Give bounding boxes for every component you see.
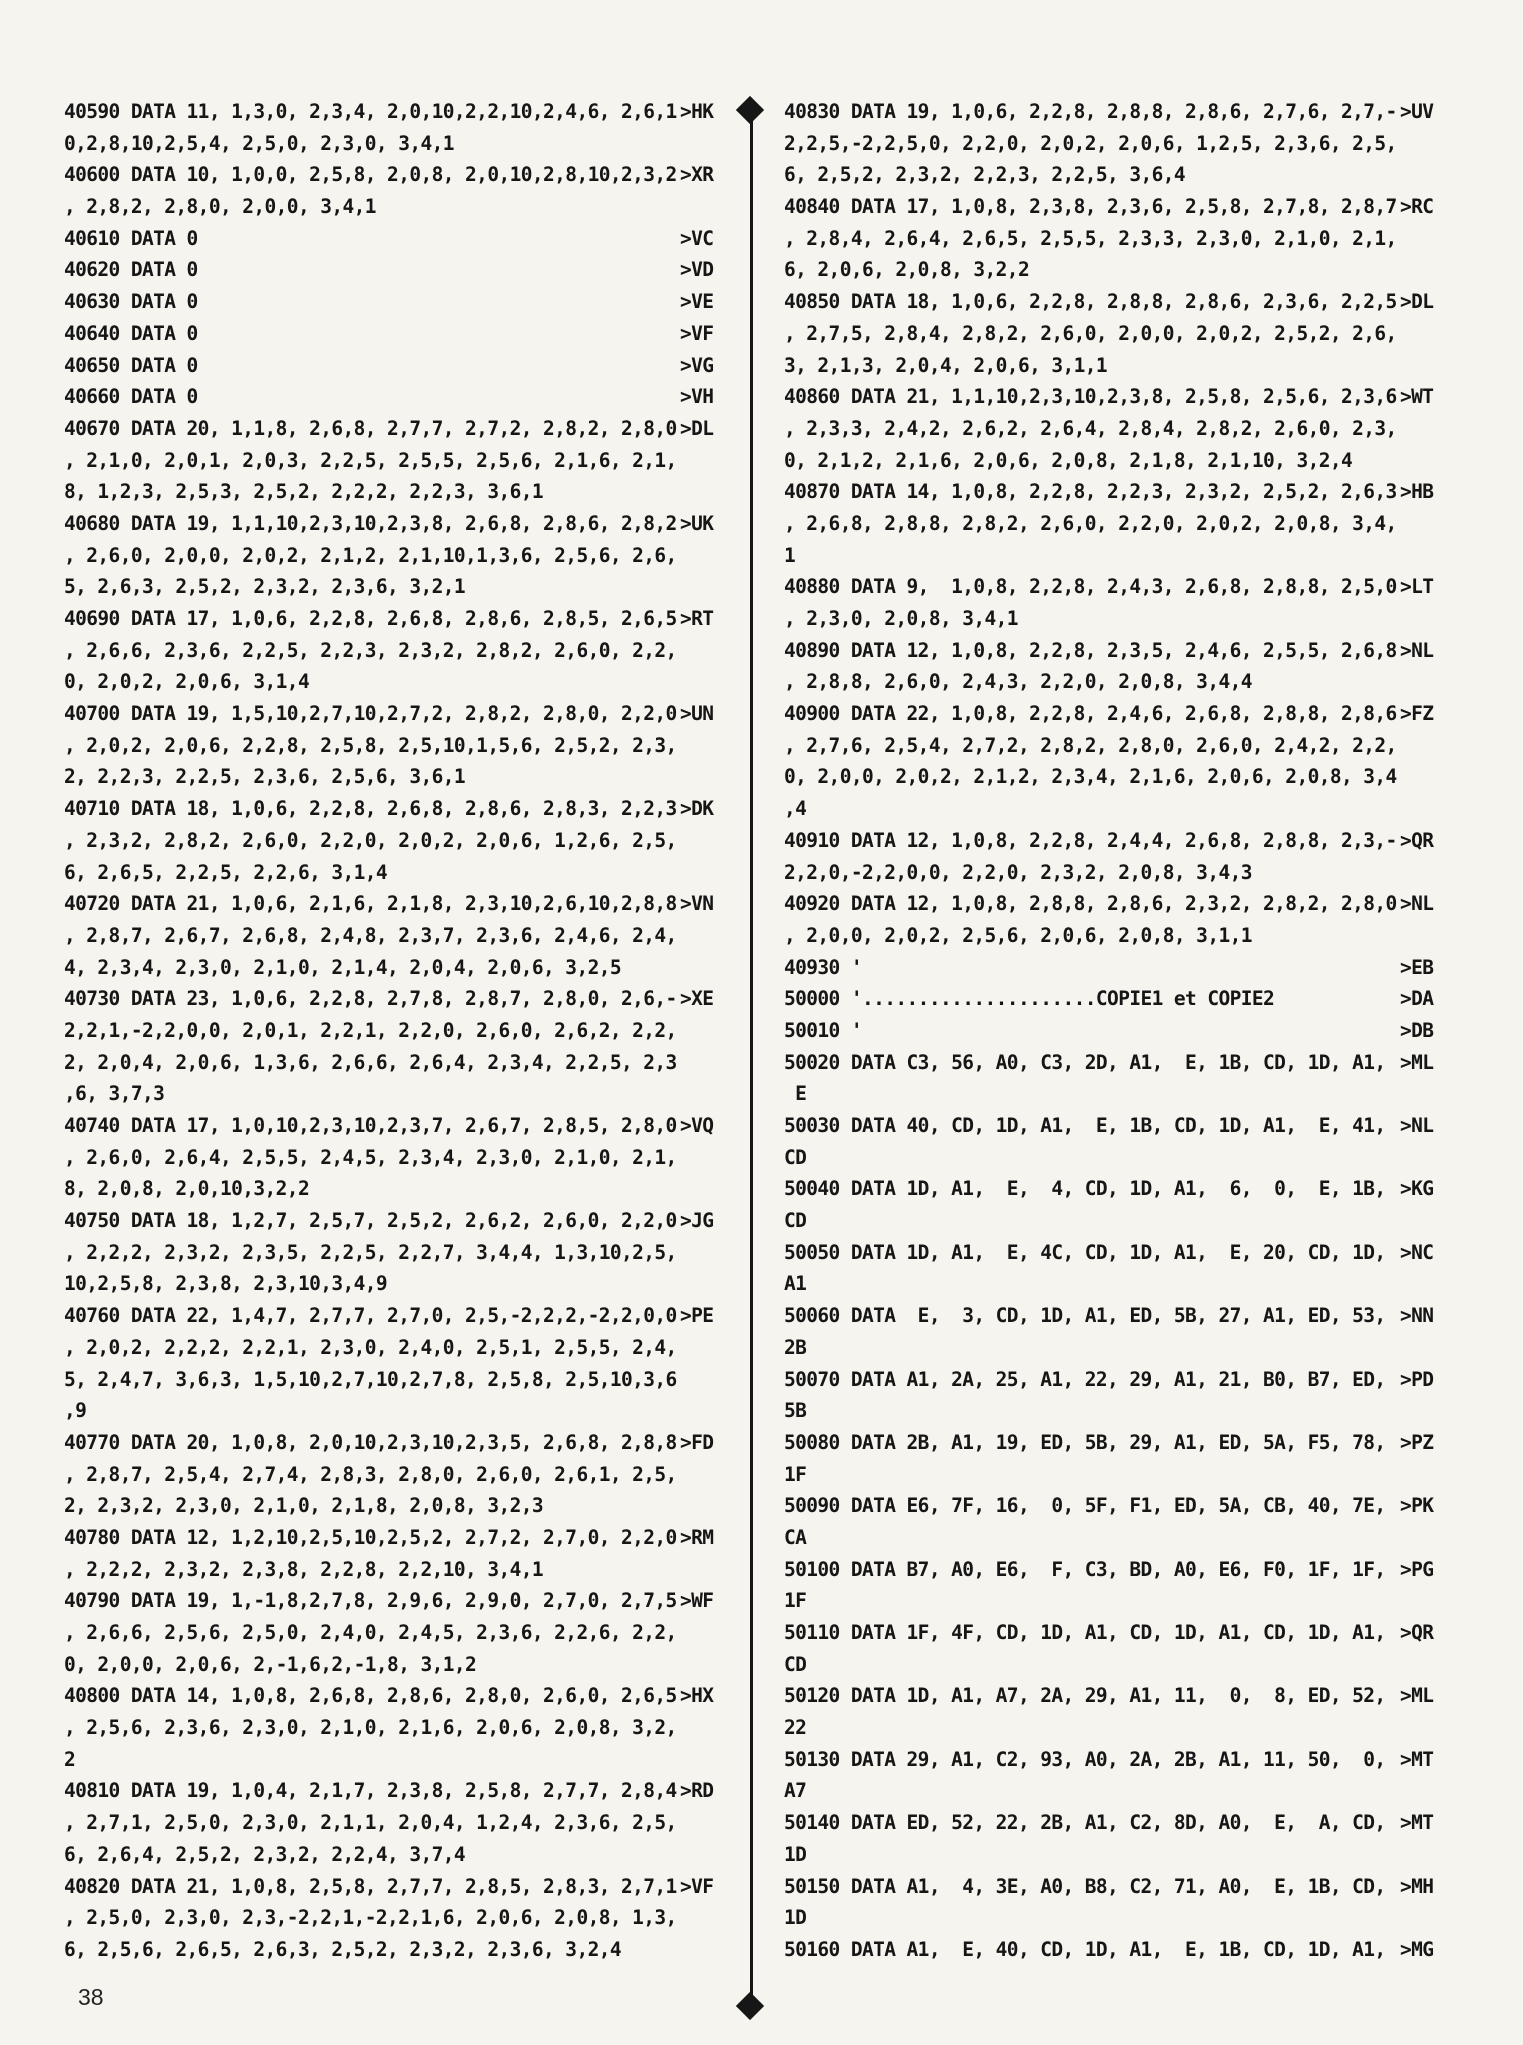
listing-line — [784, 1237, 1444, 1269]
listing-line — [784, 1839, 1444, 1871]
listing-line-text: 1F — [784, 1589, 807, 1613]
listing-line — [64, 1300, 724, 1332]
listing-line — [784, 857, 1444, 889]
listing-line-text: 0,2,8,10,2,5,4, 2,5,0, 2,3,0, 3,4,1 — [64, 131, 454, 155]
listing-line — [784, 730, 1444, 762]
listing-line-text: , 2,5,0, 2,3,0, 2,3,-2,2,1,-2,2,1,6, 2,0,6, 2,0,8, 1,3, — [64, 1906, 677, 1930]
listing-checksum: >QR — [1400, 1621, 1434, 1644]
listing-line — [64, 1522, 724, 1554]
listing-checksum: >UK — [680, 511, 714, 535]
listing-line-text: , 2,6,0, 2,6,4, 2,5,5, 2,4,5, 2,3,4, 2,3,0, 2,1,0, 2,1, — [64, 1145, 677, 1169]
listing-checksum: >XE — [680, 987, 714, 1011]
listing-line — [784, 350, 1444, 382]
listing-line-text: 40800 DATA 14, 1,0,8, 2,6,8, 2,8,6, 2,8,0, 2,6,0, 2,6,5 — [64, 1684, 677, 1708]
listing-line-text: 50040 DATA 1D, A1, E, 4, CD, 1D, A1, 6, 0, E, 1B, — [784, 1177, 1386, 1201]
listing-checksum: >RM — [680, 1525, 714, 1549]
listing-line — [64, 571, 724, 603]
listing-line-text: 2, 2,3,2, 2,3,0, 2,1,0, 2,1,8, 2,0,8, 3,2,3 — [64, 1494, 544, 1518]
listing-checksum: >VQ — [680, 1114, 714, 1137]
listing-line-text: 6, 2,6,4, 2,5,2, 2,3,2, 2,2,4, 3,7,4 — [64, 1842, 466, 1866]
divider-top-diamond-icon — [736, 96, 764, 124]
listing-line-text: , 2,6,6, 2,3,6, 2,2,5, 2,2,3, 2,3,2, 2,8,2, 2,6,0, 2,2, — [64, 638, 677, 662]
listing-line-text: 40750 DATA 18, 1,2,7, 2,5,7, 2,5,2, 2,6,2, 2,6,0, 2,2,0 — [64, 1209, 677, 1233]
listing-line-text: ,9 — [64, 1399, 87, 1423]
listing-line-text: 50070 DATA A1, 2A, 25, A1, 22, 29, A1, 21, B0, B7, ED, — [784, 1367, 1386, 1391]
listing-line-text: , 2,8,2, 2,8,0, 2,0,0, 3,4,1 — [64, 195, 376, 219]
listing-checksum: >DA — [1400, 987, 1434, 1011]
listing-checksum: >WF — [680, 1589, 714, 1613]
listing-line-text: 50110 DATA 1F, 4F, CD, 1D, A1, CD, 1D, A1, CD, 1D, A1, — [784, 1621, 1386, 1644]
listing-line — [64, 1427, 724, 1459]
listing-line — [784, 1332, 1444, 1364]
listing-line — [784, 1205, 1444, 1237]
listing-line — [784, 445, 1444, 477]
listing-line-text: 0, 2,0,0, 2,0,2, 2,1,2, 2,3,4, 2,1,6, 2,0,6, 2,0,8, 3,4 — [784, 765, 1397, 789]
listing-checksum: >VN — [680, 892, 714, 916]
listing-line-text: 50130 DATA 29, A1, C2, 93, A0, 2A, 2B, A1, 11, 50, 0, — [784, 1747, 1386, 1771]
listing-line — [64, 825, 724, 857]
listing-line-text: , 2,6,8, 2,8,8, 2,8,2, 2,6,0, 2,2,0, 2,0,2, 2,0,8, 3,4, — [784, 511, 1397, 535]
listing-line — [784, 1871, 1444, 1903]
listing-line-text: 10,2,5,8, 2,3,8, 2,3,10,3,4,9 — [64, 1272, 388, 1296]
listing-line — [784, 318, 1444, 350]
listing-line-text: 0, 2,0,0, 2,0,6, 2,-1,6,2,-1,8, 3,1,2 — [64, 1652, 477, 1676]
listing-line — [784, 128, 1444, 160]
listing-line-text: , 2,8,4, 2,6,4, 2,6,5, 2,5,5, 2,3,3, 2,3,0, 2,1,0, 2,1, — [784, 226, 1397, 250]
listing-checksum: >DB — [1400, 1018, 1434, 1042]
listing-checksum: >NN — [1400, 1304, 1434, 1328]
listing-line — [784, 666, 1444, 698]
listing-line — [784, 1110, 1444, 1142]
listing-line — [784, 413, 1444, 445]
listing-line — [64, 1934, 724, 1966]
listing-checksum: >VF — [680, 321, 714, 345]
listing-line-text: 40770 DATA 20, 1,0,8, 2,0,10,2,3,10,2,3,5, 2,6,8, 2,8,8 — [64, 1430, 677, 1454]
listing-line — [64, 540, 724, 572]
listing-line — [784, 888, 1444, 920]
listing-line — [64, 350, 724, 382]
listing-line — [784, 1268, 1444, 1300]
listing-checksum: >PG — [1400, 1557, 1434, 1581]
listing-line — [784, 540, 1444, 572]
listing-line — [784, 1775, 1444, 1807]
listing-line — [64, 983, 724, 1015]
listing-line — [64, 1047, 724, 1079]
listing-checksum: >VG — [680, 353, 714, 377]
listing-checksum: >PZ — [1400, 1430, 1434, 1454]
listing-checksum: >DK — [680, 797, 714, 821]
listing-line — [64, 857, 724, 889]
listing-line — [784, 1680, 1444, 1712]
listing-checksum: >VD — [680, 258, 714, 282]
listing-line-text: CD — [784, 1145, 807, 1169]
listing-checksum: >EB — [1400, 955, 1434, 979]
listing-line — [64, 96, 724, 128]
listing-checksum: >PE — [680, 1304, 714, 1328]
listing-line-text: 50030 DATA 40, CD, 1D, A1, E, 1B, CD, 1D, A1, E, 41, — [784, 1114, 1386, 1137]
listing-line-text: , 2,6,6, 2,5,6, 2,5,0, 2,4,0, 2,4,5, 2,3,6, 2,2,6, 2,2, — [64, 1621, 677, 1644]
listing-line — [784, 254, 1444, 286]
listing-line — [784, 1902, 1444, 1934]
listing-line-text: 6, 2,6,5, 2,2,5, 2,2,6, 3,1,4 — [64, 860, 388, 884]
listing-line — [64, 698, 724, 730]
listing-line-text: 2,2,5,-2,2,5,0, 2,2,0, 2,0,2, 2,0,6, 1,2,5, 2,3,6, 2,5, — [784, 131, 1397, 155]
listing-checksum: >ML — [1400, 1684, 1434, 1708]
listing-line-text: 2, 2,2,3, 2,2,5, 2,3,6, 2,5,6, 3,6,1 — [64, 765, 466, 789]
listing-line-text: 1D — [784, 1842, 807, 1866]
listing-line-text: , 2,5,6, 2,3,6, 2,3,0, 2,1,0, 2,1,6, 2,0,6, 2,0,8, 3,2, — [64, 1716, 677, 1740]
listing-line-text: 50060 DATA E, 3, CD, 1D, A1, ED, 5B, 27, A1, ED, 53, — [784, 1304, 1386, 1328]
listing-checksum: >NL — [1400, 1114, 1434, 1137]
listing-line — [64, 191, 724, 223]
listing-line — [784, 286, 1444, 318]
listing-line-text: , 2,2,2, 2,3,2, 2,3,5, 2,2,5, 2,2,7, 3,4,4, 1,3,10,2,5, — [64, 1240, 677, 1264]
listing-line-text: 40720 DATA 21, 1,0,6, 2,1,6, 2,1,8, 2,3,10,2,6,10,2,8,8 — [64, 892, 677, 916]
listing-line — [64, 286, 724, 318]
listing-line — [64, 381, 724, 413]
listing-line-text: 3, 2,1,3, 2,0,4, 2,0,6, 3,1,1 — [784, 353, 1108, 377]
listing-checksum: >UN — [680, 702, 714, 726]
listing-checksum: >VF — [680, 1874, 714, 1898]
listing-line-text: 6, 2,5,6, 2,6,5, 2,6,3, 2,5,2, 2,3,2, 2,3,6, 3,2,4 — [64, 1937, 621, 1961]
listing-line-text: 5, 2,4,7, 3,6,3, 1,5,10,2,7,10,2,7,8, 2,5,8, 2,5,10,3,6 — [64, 1367, 677, 1391]
listing-line — [784, 1522, 1444, 1554]
listing-line — [64, 413, 724, 445]
listing-line — [784, 1712, 1444, 1744]
listing-line-text: , 2,8,8, 2,6,0, 2,4,3, 2,2,0, 2,0,8, 3,4,4 — [784, 670, 1252, 694]
listing-checksum: >MT — [1400, 1747, 1434, 1771]
listing-line — [784, 1142, 1444, 1174]
listing-line-text: , 2,7,6, 2,5,4, 2,7,2, 2,8,2, 2,8,0, 2,6,0, 2,4,2, 2,2, — [784, 733, 1397, 757]
listing-line — [784, 952, 1444, 984]
listing-checksum: >RD — [680, 1779, 714, 1803]
listing-line — [784, 1649, 1444, 1681]
listing-line — [784, 635, 1444, 667]
listing-line-text: 50160 DATA A1, E, 40, CD, 1D, A1, E, 1B, CD, 1D, A1, — [784, 1937, 1386, 1961]
listing-line-text: , 2,1,0, 2,0,1, 2,0,3, 2,2,5, 2,5,5, 2,5,6, 2,1,6, 2,1, — [64, 448, 677, 472]
listing-line-text: 40780 DATA 12, 1,2,10,2,5,10,2,5,2, 2,7,2, 2,7,0, 2,2,0 — [64, 1525, 677, 1549]
listing-line-text: 0, 2,0,2, 2,0,6, 3,1,4 — [64, 670, 310, 694]
listing-line-text: , 2,3,2, 2,8,2, 2,6,0, 2,2,0, 2,0,2, 2,0,6, 1,2,6, 2,5, — [64, 828, 677, 852]
listing-line — [64, 1395, 724, 1427]
listing-line — [64, 920, 724, 952]
listing-line-text: , 2,0,0, 2,0,2, 2,5,6, 2,0,6, 2,0,8, 3,1,1 — [784, 923, 1252, 947]
listing-checksum: >KG — [1400, 1177, 1434, 1201]
listing-line-text: 40930 ' — [784, 955, 862, 979]
listing-line-text: 4, 2,3,4, 2,3,0, 2,1,0, 2,1,4, 2,0,4, 2,0,6, 3,2,5 — [64, 955, 621, 979]
listing-line — [64, 1015, 724, 1047]
listing-line — [784, 1427, 1444, 1459]
listing-line-text: 40610 DATA 0 — [64, 226, 198, 250]
listing-line-text: 40590 DATA 11, 1,3,0, 2,3,4, 2,0,10,2,2,10,2,4,6, 2,6,1 — [64, 100, 677, 123]
listing-checksum: >LT — [1400, 575, 1434, 599]
listing-line — [784, 1047, 1444, 1079]
listing-line-text: E — [784, 1082, 807, 1106]
listing-line — [64, 476, 724, 508]
listing-line — [784, 571, 1444, 603]
listing-checksum: >HK — [680, 100, 714, 123]
listing-line — [64, 666, 724, 698]
listing-line — [784, 96, 1444, 128]
listing-line-text: , 2,8,7, 2,6,7, 2,6,8, 2,4,8, 2,3,7, 2,3,6, 2,4,6, 2,4, — [64, 923, 677, 947]
listing-line — [784, 381, 1444, 413]
listing-line-text: 1F — [784, 1462, 807, 1486]
listing-line-text: 50120 DATA 1D, A1, A7, 2A, 29, A1, 11, 0, 8, ED, 52, — [784, 1684, 1386, 1708]
listing-line-text: 40860 DATA 21, 1,1,10,2,3,10,2,3,8, 2,5,8, 2,5,6, 2,3,6 — [784, 385, 1397, 409]
listing-line-text: 50100 DATA B7, A0, E6, F, C3, BD, A0, E6, F0, 1F, 1F, — [784, 1557, 1386, 1581]
listing-line-text: 50010 ' — [784, 1018, 862, 1042]
listing-line — [64, 445, 724, 477]
listing-line — [784, 1078, 1444, 1110]
listing-line-text: 50140 DATA ED, 52, 22, 2B, A1, C2, 8D, A0, E, A, CD, — [784, 1811, 1386, 1835]
listing-checksum: >FD — [680, 1430, 714, 1454]
listing-line-text: 40740 DATA 17, 1,0,10,2,3,10,2,3,7, 2,6,7, 2,8,5, 2,8,0 — [64, 1114, 677, 1137]
listing-checksum: >DL — [1400, 290, 1434, 314]
listing-line-text: , 2,0,2, 2,0,6, 2,2,8, 2,5,8, 2,5,10,1,5,6, 2,5,2, 2,3, — [64, 733, 677, 757]
listing-line — [64, 603, 724, 635]
listing-line — [784, 920, 1444, 952]
listing-line — [784, 1459, 1444, 1491]
listing-line-text: , 2,3,3, 2,4,2, 2,6,2, 2,6,4, 2,8,4, 2,8,2, 2,6,0, 2,3, — [784, 416, 1397, 440]
listing-line — [64, 1807, 724, 1839]
listing-line-text: 50000 '.....................COPIE1 et COPIE2 — [784, 987, 1275, 1011]
listing-line — [64, 1205, 724, 1237]
listing-line-text: 40820 DATA 21, 1,0,8, 2,5,8, 2,7,7, 2,8,5, 2,8,3, 2,7,1 — [64, 1874, 677, 1898]
listing-line-text: 5B — [784, 1399, 807, 1423]
listing-line-text: 50050 DATA 1D, A1, E, 4C, CD, 1D, A1, E, 20, CD, 1D, — [784, 1240, 1386, 1264]
column-divider — [750, 112, 753, 2007]
listing-line — [64, 1680, 724, 1712]
listing-checksum: >HB — [1400, 480, 1434, 504]
listing-checksum: >MG — [1400, 1937, 1434, 1961]
listing-line — [784, 1490, 1444, 1522]
listing-line — [784, 1617, 1444, 1649]
listing-line-text: 2,2,0,-2,2,0,0, 2,2,0, 2,3,2, 2,0,8, 3,4,3 — [784, 860, 1252, 884]
listing-line-text: 40620 DATA 0 — [64, 258, 198, 282]
listing-line-text: , 2,8,7, 2,5,4, 2,7,4, 2,8,3, 2,8,0, 2,6,0, 2,6,1, 2,5, — [64, 1462, 677, 1486]
listing-line — [784, 761, 1444, 793]
listing-checksum: >VH — [680, 385, 714, 409]
listing-line-text: 40790 DATA 19, 1,-1,8,2,7,8, 2,9,6, 2,9,0, 2,7,0, 2,7,5 — [64, 1589, 677, 1613]
listing-line — [64, 1459, 724, 1491]
listing-line-text: 22 — [784, 1716, 807, 1740]
listing-line — [64, 1490, 724, 1522]
listing-line — [784, 508, 1444, 540]
listing-line-text: 40840 DATA 17, 1,0,8, 2,3,8, 2,3,6, 2,5,8, 2,7,8, 2,8,7 — [784, 195, 1397, 219]
listing-line — [784, 1015, 1444, 1047]
listing-line-text: 50090 DATA E6, 7F, 16, 0, 5F, F1, ED, 5A, CB, 40, 7E, — [784, 1494, 1386, 1518]
page-number: 38 — [78, 1984, 104, 2010]
listing-line — [784, 825, 1444, 857]
listing-checksum: >RC — [1400, 195, 1434, 219]
listing-checksum: >DL — [680, 416, 714, 440]
listing-line-text: 2,2,1,-2,2,0,0, 2,0,1, 2,2,1, 2,2,0, 2,6,0, 2,6,2, 2,2, — [64, 1018, 677, 1042]
listing-line-text: 40810 DATA 19, 1,0,4, 2,1,7, 2,3,8, 2,5,8, 2,7,7, 2,8,4 — [64, 1779, 677, 1803]
listing-line — [64, 1237, 724, 1269]
listing-line-text: 40870 DATA 14, 1,0,8, 2,2,8, 2,2,3, 2,3,2, 2,5,2, 2,6,3 — [784, 480, 1397, 504]
listing-line-text: 1 — [784, 543, 796, 567]
listing-line — [64, 223, 724, 255]
listing-checksum: >JG — [680, 1209, 714, 1233]
listing-line-text: 40920 DATA 12, 1,0,8, 2,8,8, 2,8,6, 2,3,2, 2,8,2, 2,8,0 — [784, 892, 1397, 916]
listing-checksum: >MH — [1400, 1874, 1434, 1898]
listing-line-text: 40700 DATA 19, 1,5,10,2,7,10,2,7,2, 2,8,2, 2,8,0, 2,2,0 — [64, 702, 677, 726]
listing-line-text: 2B — [784, 1335, 807, 1359]
listing-line-text: 40690 DATA 17, 1,0,6, 2,2,8, 2,6,8, 2,8,6, 2,8,5, 2,6,5 — [64, 607, 677, 630]
listing-line — [784, 191, 1444, 223]
listing-line — [64, 761, 724, 793]
listing-line — [64, 1649, 724, 1681]
listing-line — [784, 983, 1444, 1015]
listing-checksum: >NC — [1400, 1240, 1434, 1264]
divider-bottom-diamond-icon — [736, 1992, 764, 2020]
listing-checksum: >ML — [1400, 1050, 1434, 1074]
listing-line-text: A7 — [784, 1779, 807, 1803]
listing-checksum: >MT — [1400, 1811, 1434, 1835]
listing-line — [64, 1332, 724, 1364]
listing-line-text: 50020 DATA C3, 56, A0, C3, 2D, A1, E, 1B, CD, 1D, A1, — [784, 1050, 1386, 1074]
listing-line-text: 40760 DATA 22, 1,4,7, 2,7,7, 2,7,0, 2,5,-2,2,2,-2,2,0,0 — [64, 1304, 677, 1328]
listing-line-text: 6, 2,0,6, 2,0,8, 3,2,2 — [784, 258, 1030, 282]
listing-line — [784, 698, 1444, 730]
listing-checksum: >HX — [680, 1684, 714, 1708]
listing-checksum: >WT — [1400, 385, 1434, 409]
listing-line-text: 8, 2,0,8, 2,0,10,3,2,2 — [64, 1177, 310, 1201]
listing-line-text: 40710 DATA 18, 1,0,6, 2,2,8, 2,6,8, 2,8,6, 2,8,3, 2,2,3 — [64, 797, 677, 821]
listing-checksum: >VE — [680, 290, 714, 314]
listing-line-text: 40910 DATA 12, 1,0,8, 2,2,8, 2,4,4, 2,6,8, 2,8,8, 2,3,- — [784, 828, 1397, 852]
listing-line — [784, 603, 1444, 635]
listing-line — [64, 254, 724, 286]
listing-line — [784, 1585, 1444, 1617]
listing-line — [64, 1268, 724, 1300]
listing-line — [784, 1395, 1444, 1427]
listing-line-text: CD — [784, 1209, 807, 1233]
listing-line — [64, 159, 724, 191]
listing-line-text: 40670 DATA 20, 1,1,8, 2,6,8, 2,7,7, 2,7,2, 2,8,2, 2,8,0 — [64, 416, 677, 440]
listing-line — [64, 508, 724, 540]
listing-line — [64, 1142, 724, 1174]
listing-line-text: 2 — [64, 1747, 76, 1771]
listing-line — [784, 1300, 1444, 1332]
listing-line-text: , 2,7,5, 2,8,4, 2,8,2, 2,6,0, 2,0,0, 2,0,2, 2,5,2, 2,6, — [784, 321, 1397, 345]
listing-line — [784, 1364, 1444, 1396]
listing-checksum: >RT — [680, 607, 714, 630]
listing-line — [784, 793, 1444, 825]
listing-line — [784, 1744, 1444, 1776]
listing-checksum: >QR — [1400, 828, 1434, 852]
listing-line-text: 40630 DATA 0 — [64, 290, 198, 314]
listing-line-text: , 2,7,1, 2,5,0, 2,3,0, 2,1,1, 2,0,4, 1,2,4, 2,3,6, 2,5, — [64, 1811, 677, 1835]
listing-line — [64, 1078, 724, 1110]
listing-line-text: , 2,3,0, 2,0,8, 3,4,1 — [784, 607, 1018, 630]
listing-line — [64, 1902, 724, 1934]
listing-checksum: >UV — [1400, 100, 1434, 123]
listing-line-text: 40730 DATA 23, 1,0,6, 2,2,8, 2,7,8, 2,8,7, 2,8,0, 2,6,- — [64, 987, 677, 1011]
listing-line — [64, 1871, 724, 1903]
listing-line-text: 40680 DATA 19, 1,1,10,2,3,10,2,3,8, 2,6,8, 2,8,6, 2,8,2 — [64, 511, 677, 535]
listing-line — [64, 1110, 724, 1142]
listing-line-text: 50080 DATA 2B, A1, 19, ED, 5B, 29, A1, ED, 5A, F5, 78, — [784, 1430, 1386, 1454]
listing-line-text: 5, 2,6,3, 2,5,2, 2,3,2, 2,3,6, 3,2,1 — [64, 575, 466, 599]
listing-line-text: , 2,0,2, 2,2,2, 2,2,1, 2,3,0, 2,4,0, 2,5,1, 2,5,5, 2,4, — [64, 1335, 677, 1359]
listing-line — [64, 635, 724, 667]
listing-line-text: 8, 1,2,3, 2,5,3, 2,5,2, 2,2,2, 2,2,3, 3,6,1 — [64, 480, 544, 504]
listing-checksum: >XR — [680, 163, 714, 187]
listing-line-text: ,6, 3,7,3 — [64, 1082, 165, 1106]
listing-checksum: >NL — [1400, 638, 1434, 662]
listing-line-text: CA — [784, 1525, 807, 1549]
listing-checksum: >NL — [1400, 892, 1434, 916]
listing-line-text: 40880 DATA 9, 1,0,8, 2,2,8, 2,4,3, 2,6,8, 2,8,8, 2,5,0 — [784, 575, 1397, 599]
listing-line-text: 0, 2,1,2, 2,1,6, 2,0,6, 2,0,8, 2,1,8, 2,1,10, 3,2,4 — [784, 448, 1353, 472]
listing-line-text: 40890 DATA 12, 1,0,8, 2,2,8, 2,3,5, 2,4,6, 2,5,5, 2,6,8 — [784, 638, 1397, 662]
listing-line — [64, 1775, 724, 1807]
listing-line-text: 50150 DATA A1, 4, 3E, A0, B8, C2, 71, A0, E, 1B, CD, — [784, 1874, 1386, 1898]
listing-checksum: >VC — [680, 226, 714, 250]
listing-line-text: , 2,6,0, 2,0,0, 2,0,2, 2,1,2, 2,1,10,1,3,6, 2,5,6, 2,6, — [64, 543, 677, 567]
listing-line-text: 1D — [784, 1906, 807, 1930]
listing-line-text: 40900 DATA 22, 1,0,8, 2,2,8, 2,4,6, 2,6,8, 2,8,8, 2,8,6 — [784, 702, 1397, 726]
listing-right-column — [784, 96, 1444, 1966]
listing-checksum: >PK — [1400, 1494, 1434, 1518]
listing-line — [64, 952, 724, 984]
listing-line — [64, 128, 724, 160]
listing-line — [64, 1585, 724, 1617]
listing-line-text: 40600 DATA 10, 1,0,0, 2,5,8, 2,0,8, 2,0,10,2,8,10,2,3,2 — [64, 163, 677, 187]
listing-checksum: >FZ — [1400, 702, 1434, 726]
listing-line — [64, 1554, 724, 1586]
listing-line — [64, 1839, 724, 1871]
listing-line — [784, 476, 1444, 508]
listing-line — [64, 888, 724, 920]
listing-line — [784, 223, 1444, 255]
listing-line — [784, 1807, 1444, 1839]
listing-checksum: >PD — [1400, 1367, 1434, 1391]
listing-line — [64, 793, 724, 825]
listing-line-text: , 2,2,2, 2,3,2, 2,3,8, 2,2,8, 2,2,10, 3,4,1 — [64, 1557, 544, 1581]
listing-line-text: 40650 DATA 0 — [64, 353, 198, 377]
listing-line-text: 2, 2,0,4, 2,0,6, 1,3,6, 2,6,6, 2,6,4, 2,3,4, 2,2,5, 2,3 — [64, 1050, 677, 1074]
listing-line-text: A1 — [784, 1272, 807, 1296]
listing-line — [64, 1712, 724, 1744]
listing-line-text: 40850 DATA 18, 1,0,6, 2,2,8, 2,8,8, 2,8,6, 2,3,6, 2,2,5 — [784, 290, 1397, 314]
listing-line — [784, 1173, 1444, 1205]
listing-line — [784, 159, 1444, 191]
listing-line — [64, 1617, 724, 1649]
listing-line — [64, 1173, 724, 1205]
listing-line — [784, 1554, 1444, 1586]
listing-line — [64, 1364, 724, 1396]
listing-line — [64, 1744, 724, 1776]
listing-line-text: CD — [784, 1652, 807, 1676]
listing-line-text: 40660 DATA 0 — [64, 385, 198, 409]
listing-line — [64, 318, 724, 350]
listing-left-column — [64, 96, 724, 1966]
listing-line — [64, 730, 724, 762]
listing-line-text: 6, 2,5,2, 2,3,2, 2,2,3, 2,2,5, 3,6,4 — [784, 163, 1186, 187]
listing-line-text: 40640 DATA 0 — [64, 321, 198, 345]
listing-line-text: 40830 DATA 19, 1,0,6, 2,2,8, 2,8,8, 2,8,6, 2,7,6, 2,7,- — [784, 100, 1397, 123]
listing-line — [784, 1934, 1444, 1966]
listing-line-text: ,4 — [784, 797, 807, 821]
